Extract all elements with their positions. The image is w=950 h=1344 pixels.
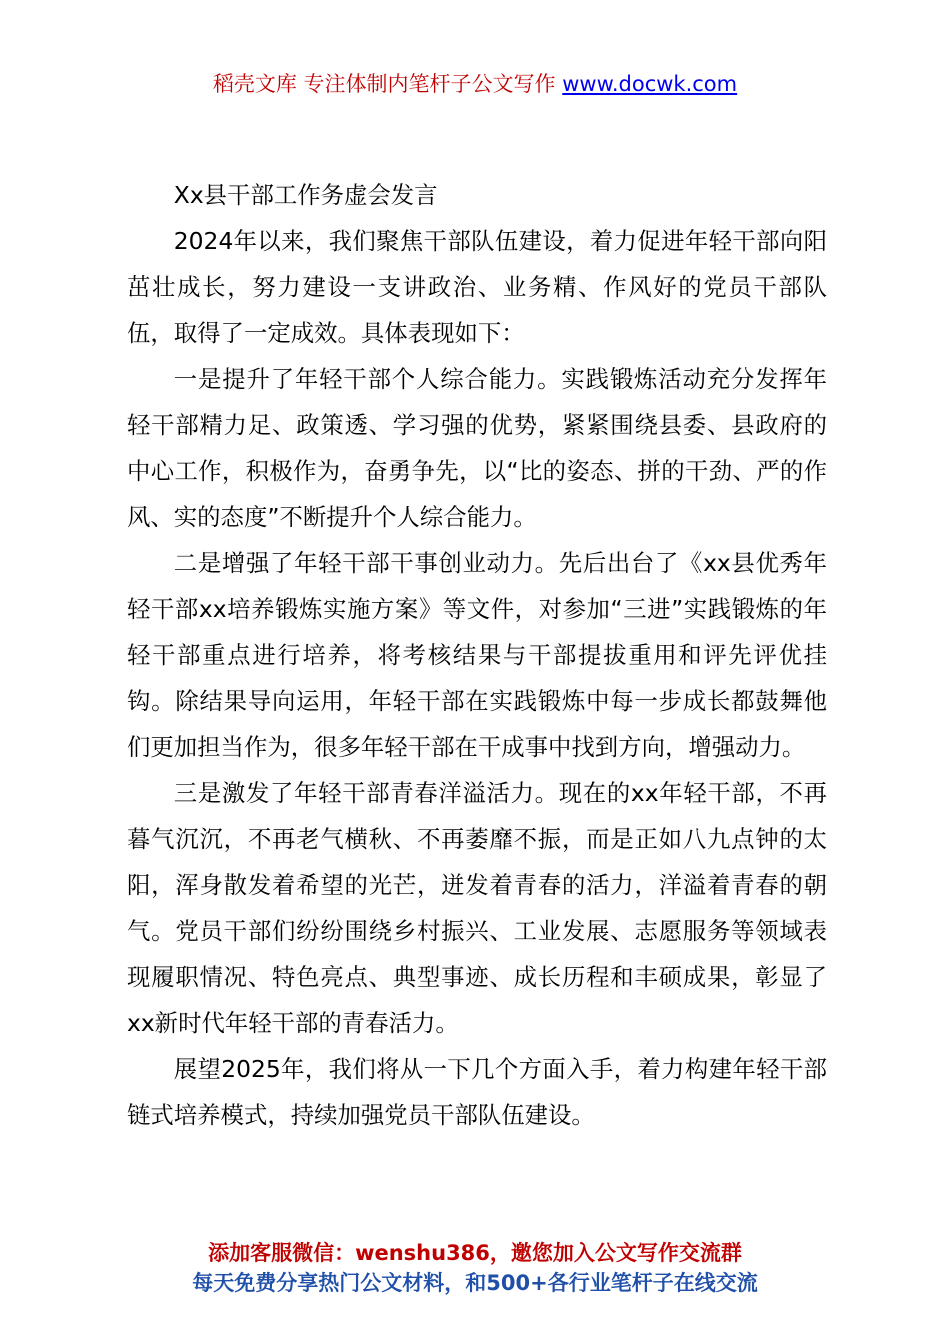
footer-share-line: 每天免费分享热门公文材料，和500+各行业笔杆子在线交流 bbox=[192, 1271, 758, 1295]
page-header bbox=[0, 68, 950, 100]
footer-wechat-line: 添加客服微信：wenshu386，邀您加入公文写作交流群 bbox=[208, 1241, 742, 1265]
page-footer bbox=[0, 1238, 950, 1298]
site-link[interactable]: www.docwk.com bbox=[562, 72, 738, 96]
document-title: Xx县干部工作务虚会发言 bbox=[173, 181, 438, 209]
paragraph-point-one: 一是提升了年轻干部个人综合能力。实践锻炼活动充分发挥年轻干部精力足、政策透、学习强的优势，紧紧围绕县委、县政府的中心工作，积极作为，奋勇争先，以“比的姿态、拼的干劲、严的作风、实的态度”不断提升个人综合能力。 bbox=[127, 365, 827, 531]
brand-text: 稻壳文库 专注体制内笔杆子公文写作 bbox=[212, 72, 556, 96]
paragraph-intro: 2024年以来，我们聚焦干部队伍建设，着力促进年轻干部向阳茁壮成长，努力建设一支讲政治、业务精、作风好的党员干部队伍，取得了一定成效。具体表现如下： bbox=[127, 227, 827, 347]
paragraph-point-three: 三是激发了年轻干部青春洋溢活力。现在的xx年轻干部，不再暮气沉沉，不再老气横秋、不再萎靡不振，而是正如八九点钟的太阳，浑身散发着希望的光芒，迸发着青春的活力，洋溢着青春的朝气。党员干部们纷纷围绕乡村振兴、工业发展、志愿服务等领域表现履职情况、特色亮点、典型事迹、成长历程和丰硕成果，彰显了xx新时代年轻干部的青春活力。 bbox=[127, 779, 827, 1037]
paragraph-outlook: 展望2025年，我们将从一下几个方面入手，着力构建年轻干部链式培养模式，持续加强党员干部队伍建设。 bbox=[127, 1055, 827, 1129]
paragraph-point-two: 二是增强了年轻干部干事创业动力。先后出台了《xx县优秀年轻干部xx培养锻炼实施方案》等文件，对参加“三进”实践锻炼的年轻干部重点进行培养，将考核结果与干部提拔重用和评先评优挂钩。除结果导向运用，年轻干部在实践锻炼中每一步成长都鼓舞他们更加担当作为，很多年轻干部在干成事中找到方向，增强动力。 bbox=[127, 549, 827, 761]
document-body bbox=[127, 172, 827, 1138]
